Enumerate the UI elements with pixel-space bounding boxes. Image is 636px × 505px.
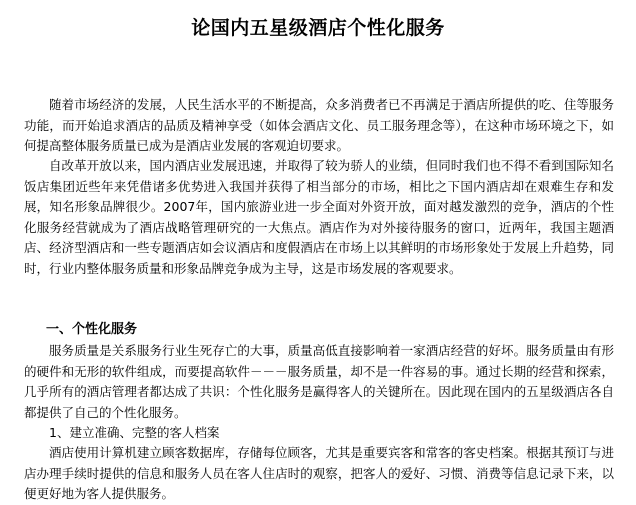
section-heading: 一、个性化服务 (46, 322, 138, 337)
document-title: 论国内五星级酒店个性化服务 (191, 17, 445, 39)
section-paragraph: 服务质量是关系服务行业生死存亡的大事，质量高低直接影响着一家酒店经营的好坏。服务质量由有形的硬件和无形的软件组成，而要提高软件－－－服务质量，却不是一件容易的事。通过长期的经营和探索，几乎所有的酒店管理者都达成了共识：个性化服务是赢得客人的关键所在。因此现在国内的五星级酒店各自都提供了自己的个性化服务。 (24, 343, 614, 420)
subsection-heading: 1、建立准确、完整的客人档案 (49, 425, 220, 440)
subsection-paragraph: 酒店使用计算机建立顾客数据库，存储每位顾客，尤其是重要宾客和常客的客史档案。根据其预订与进店办理手续时提供的信息和服务人员在客人住店时的观察，把客人的爱好、习惯、消费等信息记录下来，以便更好地为客人提供服务。 (24, 445, 614, 501)
intro-paragraph: 随着市场经济的发展，人民生活水平的不断提高，众多消费者已不再满足于酒店所提供的吃、住等服务功能，而开始追求酒店的品质及精神享受（如体会酒店文化、员工服务理念等），在这种市场环境之下，如何提高整体服务质量已成为是酒店业发展的客观迫切要求。 (24, 97, 614, 153)
background-paragraph: 自改革开放以来，国内酒店业发展迅速，并取得了较为骄人的业绩，但同时我们也不得不看到国际知名饭店集团近些年来凭借诸多优势进入我国并获得了相当部分的市场，相比之下国内酒店却在艰难生存和发展，知名形象品牌很少。2007年，国内旅游业进一步全面对外资开放，面对越发激烈的竞争，酒店的个性化服务经营就成为了酒店战略管理研究的一大焦点。酒店作为对外接待服务的窗口，近两年，我国主题酒店、经济型酒店和一些专题酒店如会议酒店和度假酒店在市场上以其鲜明的市场形象处于发展上升趋势，同时，行业内整体服务质量和形象品牌竞争成为主导，这是市场发展的客观要求。 (24, 158, 614, 276)
